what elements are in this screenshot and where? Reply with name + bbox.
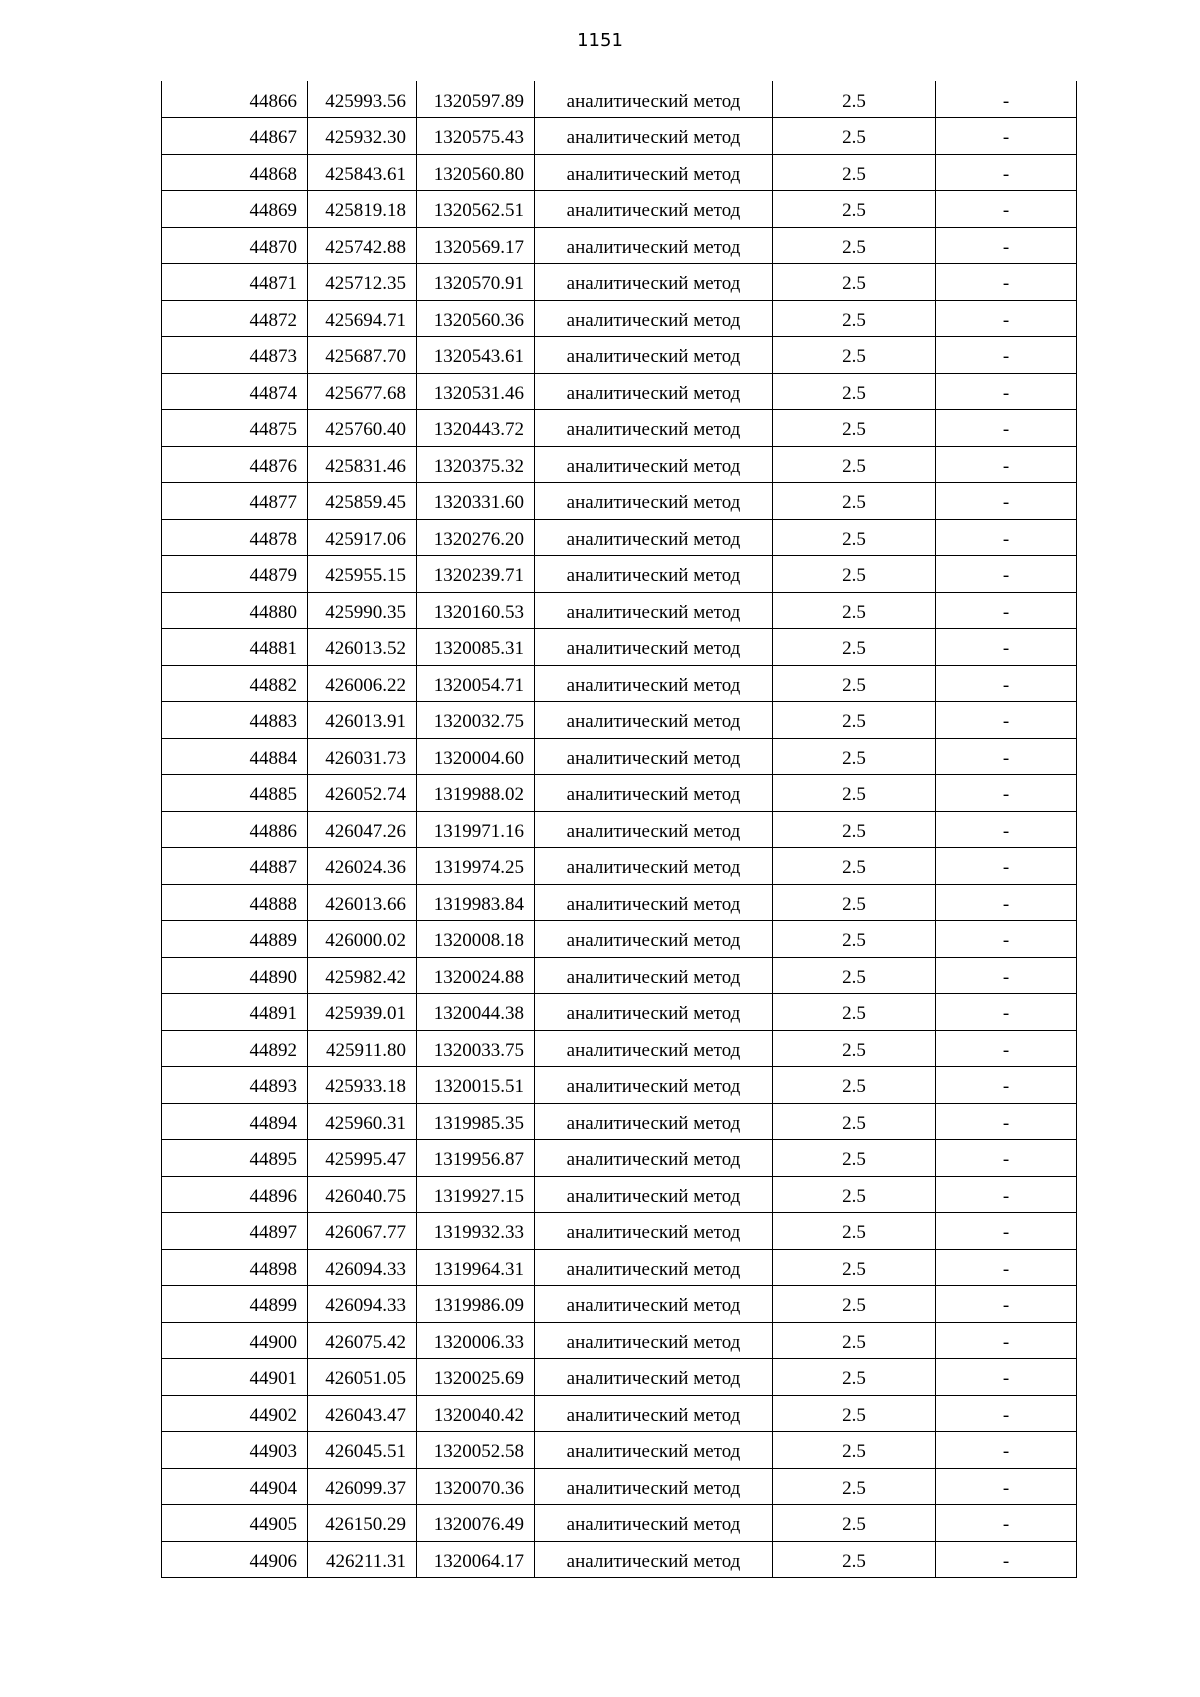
y-coordinate-cell: 1320044.38 — [417, 994, 535, 1031]
accuracy-cell: 2.5 — [773, 1541, 936, 1578]
accuracy-cell: 2.5 — [773, 848, 936, 885]
method-cell: аналитический метод — [535, 1359, 773, 1396]
method-cell: аналитический метод — [535, 775, 773, 812]
point-number-cell: 44879 — [162, 556, 308, 593]
accuracy-cell: 2.5 — [773, 1103, 936, 1140]
x-coordinate-cell: 425819.18 — [308, 191, 417, 228]
note-cell: - — [936, 921, 1077, 958]
x-coordinate-cell: 426013.66 — [308, 884, 417, 921]
x-coordinate-cell: 425911.80 — [308, 1030, 417, 1067]
accuracy-cell: 2.5 — [773, 337, 936, 374]
note-cell: - — [936, 1249, 1077, 1286]
method-cell: аналитический метод — [535, 1103, 773, 1140]
point-number-cell: 44892 — [162, 1030, 308, 1067]
y-coordinate-cell: 1320032.75 — [417, 702, 535, 739]
y-coordinate-cell: 1319988.02 — [417, 775, 535, 812]
point-number-cell: 44901 — [162, 1359, 308, 1396]
point-number-cell: 44886 — [162, 811, 308, 848]
method-cell: аналитический метод — [535, 410, 773, 447]
note-cell: - — [936, 373, 1077, 410]
method-cell: аналитический метод — [535, 1176, 773, 1213]
note-cell: - — [936, 556, 1077, 593]
table-row — [162, 81, 1077, 118]
note-cell: - — [936, 811, 1077, 848]
method-cell: аналитический метод — [535, 1213, 773, 1250]
method-cell: аналитический метод — [535, 1395, 773, 1432]
note-cell: - — [936, 592, 1077, 629]
table-row — [162, 1176, 1077, 1213]
table-row — [162, 1468, 1077, 1505]
method-cell: аналитический метод — [535, 848, 773, 885]
table-row — [162, 921, 1077, 958]
table-row — [162, 1030, 1077, 1067]
method-cell: аналитический метод — [535, 519, 773, 556]
point-number-cell: 44903 — [162, 1432, 308, 1469]
y-coordinate-cell: 1320025.69 — [417, 1359, 535, 1396]
y-coordinate-cell: 1320597.89 — [417, 81, 535, 118]
x-coordinate-cell: 426067.77 — [308, 1213, 417, 1250]
method-cell: аналитический метод — [535, 811, 773, 848]
accuracy-cell: 2.5 — [773, 118, 936, 155]
note-cell: - — [936, 775, 1077, 812]
table-row — [162, 629, 1077, 666]
point-number-cell: 44898 — [162, 1249, 308, 1286]
y-coordinate-cell: 1319932.33 — [417, 1213, 535, 1250]
table-row — [162, 264, 1077, 301]
point-number-cell: 44896 — [162, 1176, 308, 1213]
point-number-cell: 44890 — [162, 957, 308, 994]
method-cell: аналитический метод — [535, 264, 773, 301]
method-cell: аналитический метод — [535, 957, 773, 994]
x-coordinate-cell: 425960.31 — [308, 1103, 417, 1140]
accuracy-cell: 2.5 — [773, 264, 936, 301]
y-coordinate-cell: 1320543.61 — [417, 337, 535, 374]
note-cell: - — [936, 191, 1077, 228]
note-cell: - — [936, 519, 1077, 556]
x-coordinate-cell: 426045.51 — [308, 1432, 417, 1469]
point-number-cell: 44904 — [162, 1468, 308, 1505]
table-row — [162, 848, 1077, 885]
point-number-cell: 44876 — [162, 446, 308, 483]
note-cell: - — [936, 264, 1077, 301]
x-coordinate-cell: 425843.61 — [308, 154, 417, 191]
accuracy-cell: 2.5 — [773, 811, 936, 848]
table-row — [162, 1359, 1077, 1396]
x-coordinate-cell: 426047.26 — [308, 811, 417, 848]
y-coordinate-cell: 1320076.49 — [417, 1505, 535, 1542]
method-cell: аналитический метод — [535, 337, 773, 374]
accuracy-cell: 2.5 — [773, 300, 936, 337]
table-row — [162, 1395, 1077, 1432]
x-coordinate-cell: 425760.40 — [308, 410, 417, 447]
method-cell: аналитический метод — [535, 154, 773, 191]
table-row — [162, 592, 1077, 629]
x-coordinate-cell: 425687.70 — [308, 337, 417, 374]
point-number-cell: 44868 — [162, 154, 308, 191]
x-coordinate-cell: 426043.47 — [308, 1395, 417, 1432]
accuracy-cell: 2.5 — [773, 1286, 936, 1323]
method-cell: аналитический метод — [535, 702, 773, 739]
accuracy-cell: 2.5 — [773, 884, 936, 921]
y-coordinate-cell: 1319971.16 — [417, 811, 535, 848]
accuracy-cell: 2.5 — [773, 556, 936, 593]
point-number-cell: 44902 — [162, 1395, 308, 1432]
table-row — [162, 738, 1077, 775]
note-cell: - — [936, 1103, 1077, 1140]
x-coordinate-cell: 426094.33 — [308, 1286, 417, 1323]
x-coordinate-cell: 425712.35 — [308, 264, 417, 301]
accuracy-cell: 2.5 — [773, 1030, 936, 1067]
point-number-cell: 44866 — [162, 81, 308, 118]
method-cell: аналитический метод — [535, 1468, 773, 1505]
method-cell: аналитический метод — [535, 1030, 773, 1067]
point-number-cell: 44891 — [162, 994, 308, 1031]
x-coordinate-cell: 425859.45 — [308, 483, 417, 520]
y-coordinate-cell: 1320331.60 — [417, 483, 535, 520]
accuracy-cell: 2.5 — [773, 1395, 936, 1432]
x-coordinate-cell: 426051.05 — [308, 1359, 417, 1396]
x-coordinate-cell: 425742.88 — [308, 227, 417, 264]
x-coordinate-cell: 426052.74 — [308, 775, 417, 812]
point-number-cell: 44888 — [162, 884, 308, 921]
accuracy-cell: 2.5 — [773, 702, 936, 739]
table-row — [162, 1103, 1077, 1140]
x-coordinate-cell: 426099.37 — [308, 1468, 417, 1505]
method-cell: аналитический метод — [535, 81, 773, 118]
y-coordinate-cell: 1319974.25 — [417, 848, 535, 885]
method-cell: аналитический метод — [535, 592, 773, 629]
table-row — [162, 227, 1077, 264]
method-cell: аналитический метод — [535, 1505, 773, 1542]
point-number-cell: 44899 — [162, 1286, 308, 1323]
accuracy-cell: 2.5 — [773, 154, 936, 191]
accuracy-cell: 2.5 — [773, 446, 936, 483]
y-coordinate-cell: 1320239.71 — [417, 556, 535, 593]
x-coordinate-cell: 425955.15 — [308, 556, 417, 593]
point-number-cell: 44905 — [162, 1505, 308, 1542]
note-cell: - — [936, 1067, 1077, 1104]
y-coordinate-cell: 1320570.91 — [417, 264, 535, 301]
table-row — [162, 811, 1077, 848]
y-coordinate-cell: 1320040.42 — [417, 1395, 535, 1432]
y-coordinate-cell: 1319983.84 — [417, 884, 535, 921]
point-number-cell: 44871 — [162, 264, 308, 301]
accuracy-cell: 2.5 — [773, 1468, 936, 1505]
x-coordinate-cell: 426000.02 — [308, 921, 417, 958]
page-number: 1151 — [577, 30, 623, 51]
x-coordinate-cell: 426024.36 — [308, 848, 417, 885]
accuracy-cell: 2.5 — [773, 191, 936, 228]
x-coordinate-cell: 425932.30 — [308, 118, 417, 155]
x-coordinate-cell: 425677.68 — [308, 373, 417, 410]
method-cell: аналитический метод — [535, 1322, 773, 1359]
table-row — [162, 410, 1077, 447]
accuracy-cell: 2.5 — [773, 1505, 936, 1542]
y-coordinate-cell: 1320160.53 — [417, 592, 535, 629]
note-cell: - — [936, 994, 1077, 1031]
point-number-cell: 44893 — [162, 1067, 308, 1104]
note-cell: - — [936, 410, 1077, 447]
method-cell: аналитический метод — [535, 994, 773, 1031]
table-row — [162, 446, 1077, 483]
x-coordinate-cell: 425694.71 — [308, 300, 417, 337]
table-row — [162, 191, 1077, 228]
point-number-cell: 44877 — [162, 483, 308, 520]
y-coordinate-cell: 1320443.72 — [417, 410, 535, 447]
y-coordinate-cell: 1320070.36 — [417, 1468, 535, 1505]
point-number-cell: 44881 — [162, 629, 308, 666]
method-cell: аналитический метод — [535, 1140, 773, 1177]
x-coordinate-cell: 426013.91 — [308, 702, 417, 739]
point-number-cell: 44885 — [162, 775, 308, 812]
method-cell: аналитический метод — [535, 1249, 773, 1286]
method-cell: аналитический метод — [535, 556, 773, 593]
y-coordinate-cell: 1319964.31 — [417, 1249, 535, 1286]
point-number-cell: 44873 — [162, 337, 308, 374]
note-cell: - — [936, 1176, 1077, 1213]
table-row — [162, 556, 1077, 593]
accuracy-cell: 2.5 — [773, 738, 936, 775]
y-coordinate-cell: 1320375.32 — [417, 446, 535, 483]
note-cell: - — [936, 848, 1077, 885]
note-cell: - — [936, 1322, 1077, 1359]
x-coordinate-cell: 425990.35 — [308, 592, 417, 629]
table-row — [162, 1541, 1077, 1578]
method-cell: аналитический метод — [535, 118, 773, 155]
note-cell: - — [936, 337, 1077, 374]
method-cell: аналитический метод — [535, 921, 773, 958]
note-cell: - — [936, 1395, 1077, 1432]
y-coordinate-cell: 1319956.87 — [417, 1140, 535, 1177]
method-cell: аналитический метод — [535, 738, 773, 775]
x-coordinate-cell: 425995.47 — [308, 1140, 417, 1177]
accuracy-cell: 2.5 — [773, 957, 936, 994]
table-row — [162, 665, 1077, 702]
y-coordinate-cell: 1320033.75 — [417, 1030, 535, 1067]
table-row — [162, 483, 1077, 520]
accuracy-cell: 2.5 — [773, 1067, 936, 1104]
table-row — [162, 1432, 1077, 1469]
y-coordinate-cell: 1319986.09 — [417, 1286, 535, 1323]
y-coordinate-cell: 1320569.17 — [417, 227, 535, 264]
method-cell: аналитический метод — [535, 191, 773, 228]
table-body — [162, 81, 1077, 1578]
method-cell: аналитический метод — [535, 665, 773, 702]
method-cell: аналитический метод — [535, 1286, 773, 1323]
table-row — [162, 1286, 1077, 1323]
table-row — [162, 373, 1077, 410]
table-row — [162, 154, 1077, 191]
table-row — [162, 775, 1077, 812]
note-cell: - — [936, 118, 1077, 155]
point-number-cell: 44872 — [162, 300, 308, 337]
note-cell: - — [936, 300, 1077, 337]
accuracy-cell: 2.5 — [773, 519, 936, 556]
method-cell: аналитический метод — [535, 629, 773, 666]
x-coordinate-cell: 426013.52 — [308, 629, 417, 666]
point-number-cell: 44884 — [162, 738, 308, 775]
x-coordinate-cell: 426150.29 — [308, 1505, 417, 1542]
note-cell: - — [936, 1286, 1077, 1323]
note-cell: - — [936, 483, 1077, 520]
accuracy-cell: 2.5 — [773, 1322, 936, 1359]
method-cell: аналитический метод — [535, 884, 773, 921]
x-coordinate-cell: 425917.06 — [308, 519, 417, 556]
point-number-cell: 44897 — [162, 1213, 308, 1250]
x-coordinate-cell: 425939.01 — [308, 994, 417, 1031]
accuracy-cell: 2.5 — [773, 483, 936, 520]
accuracy-cell: 2.5 — [773, 81, 936, 118]
x-coordinate-cell: 425993.56 — [308, 81, 417, 118]
accuracy-cell: 2.5 — [773, 1140, 936, 1177]
note-cell: - — [936, 629, 1077, 666]
x-coordinate-cell: 426031.73 — [308, 738, 417, 775]
y-coordinate-cell: 1320085.31 — [417, 629, 535, 666]
accuracy-cell: 2.5 — [773, 373, 936, 410]
point-number-cell: 44875 — [162, 410, 308, 447]
table-row — [162, 337, 1077, 374]
accuracy-cell: 2.5 — [773, 1213, 936, 1250]
method-cell: аналитический метод — [535, 227, 773, 264]
accuracy-cell: 2.5 — [773, 921, 936, 958]
coordinates-table — [161, 81, 1077, 1578]
point-number-cell: 44874 — [162, 373, 308, 410]
note-cell: - — [936, 702, 1077, 739]
point-number-cell: 44883 — [162, 702, 308, 739]
accuracy-cell: 2.5 — [773, 1432, 936, 1469]
point-number-cell: 44867 — [162, 118, 308, 155]
point-number-cell: 44906 — [162, 1541, 308, 1578]
accuracy-cell: 2.5 — [773, 1176, 936, 1213]
method-cell: аналитический метод — [535, 446, 773, 483]
table-row — [162, 118, 1077, 155]
note-cell: - — [936, 227, 1077, 264]
y-coordinate-cell: 1320560.80 — [417, 154, 535, 191]
note-cell: - — [936, 665, 1077, 702]
point-number-cell: 44889 — [162, 921, 308, 958]
table-row — [162, 300, 1077, 337]
method-cell: аналитический метод — [535, 373, 773, 410]
table-row — [162, 994, 1077, 1031]
note-cell: - — [936, 1140, 1077, 1177]
table-row — [162, 1067, 1077, 1104]
note-cell: - — [936, 738, 1077, 775]
x-coordinate-cell: 426075.42 — [308, 1322, 417, 1359]
accuracy-cell: 2.5 — [773, 629, 936, 666]
y-coordinate-cell: 1320560.36 — [417, 300, 535, 337]
table-row — [162, 1249, 1077, 1286]
method-cell: аналитический метод — [535, 1541, 773, 1578]
accuracy-cell: 2.5 — [773, 227, 936, 264]
x-coordinate-cell: 425933.18 — [308, 1067, 417, 1104]
table-row — [162, 884, 1077, 921]
note-cell: - — [936, 81, 1077, 118]
y-coordinate-cell: 1319985.35 — [417, 1103, 535, 1140]
point-number-cell: 44880 — [162, 592, 308, 629]
point-number-cell: 44870 — [162, 227, 308, 264]
accuracy-cell: 2.5 — [773, 1359, 936, 1396]
y-coordinate-cell: 1320562.51 — [417, 191, 535, 228]
accuracy-cell: 2.5 — [773, 1249, 936, 1286]
table-row — [162, 1213, 1077, 1250]
y-coordinate-cell: 1320052.58 — [417, 1432, 535, 1469]
y-coordinate-cell: 1320024.88 — [417, 957, 535, 994]
y-coordinate-cell: 1320008.18 — [417, 921, 535, 958]
note-cell: - — [936, 957, 1077, 994]
note-cell: - — [936, 1213, 1077, 1250]
note-cell: - — [936, 884, 1077, 921]
x-coordinate-cell: 426040.75 — [308, 1176, 417, 1213]
point-number-cell: 44895 — [162, 1140, 308, 1177]
table-row — [162, 1140, 1077, 1177]
note-cell: - — [936, 154, 1077, 191]
point-number-cell: 44887 — [162, 848, 308, 885]
y-coordinate-cell: 1320575.43 — [417, 118, 535, 155]
accuracy-cell: 2.5 — [773, 775, 936, 812]
x-coordinate-cell: 425982.42 — [308, 957, 417, 994]
x-coordinate-cell: 426211.31 — [308, 1541, 417, 1578]
point-number-cell: 44878 — [162, 519, 308, 556]
x-coordinate-cell: 426094.33 — [308, 1249, 417, 1286]
table-row — [162, 1505, 1077, 1542]
method-cell: аналитический метод — [535, 1067, 773, 1104]
table-row — [162, 1322, 1077, 1359]
table-row — [162, 957, 1077, 994]
note-cell: - — [936, 1030, 1077, 1067]
y-coordinate-cell: 1320064.17 — [417, 1541, 535, 1578]
point-number-cell: 44869 — [162, 191, 308, 228]
y-coordinate-cell: 1320054.71 — [417, 665, 535, 702]
x-coordinate-cell: 426006.22 — [308, 665, 417, 702]
method-cell: аналитический метод — [535, 483, 773, 520]
note-cell: - — [936, 1505, 1077, 1542]
method-cell: аналитический метод — [535, 1432, 773, 1469]
coordinates-table-container — [161, 81, 1077, 1578]
y-coordinate-cell: 1320276.20 — [417, 519, 535, 556]
accuracy-cell: 2.5 — [773, 410, 936, 447]
y-coordinate-cell: 1319927.15 — [417, 1176, 535, 1213]
table-row — [162, 702, 1077, 739]
x-coordinate-cell: 425831.46 — [308, 446, 417, 483]
point-number-cell: 44894 — [162, 1103, 308, 1140]
note-cell: - — [936, 1468, 1077, 1505]
note-cell: - — [936, 1432, 1077, 1469]
accuracy-cell: 2.5 — [773, 665, 936, 702]
note-cell: - — [936, 446, 1077, 483]
point-number-cell: 44900 — [162, 1322, 308, 1359]
note-cell: - — [936, 1541, 1077, 1578]
method-cell: аналитический метод — [535, 300, 773, 337]
y-coordinate-cell: 1320004.60 — [417, 738, 535, 775]
accuracy-cell: 2.5 — [773, 592, 936, 629]
y-coordinate-cell: 1320015.51 — [417, 1067, 535, 1104]
point-number-cell: 44882 — [162, 665, 308, 702]
table-row — [162, 519, 1077, 556]
note-cell: - — [936, 1359, 1077, 1396]
y-coordinate-cell: 1320006.33 — [417, 1322, 535, 1359]
y-coordinate-cell: 1320531.46 — [417, 373, 535, 410]
accuracy-cell: 2.5 — [773, 994, 936, 1031]
